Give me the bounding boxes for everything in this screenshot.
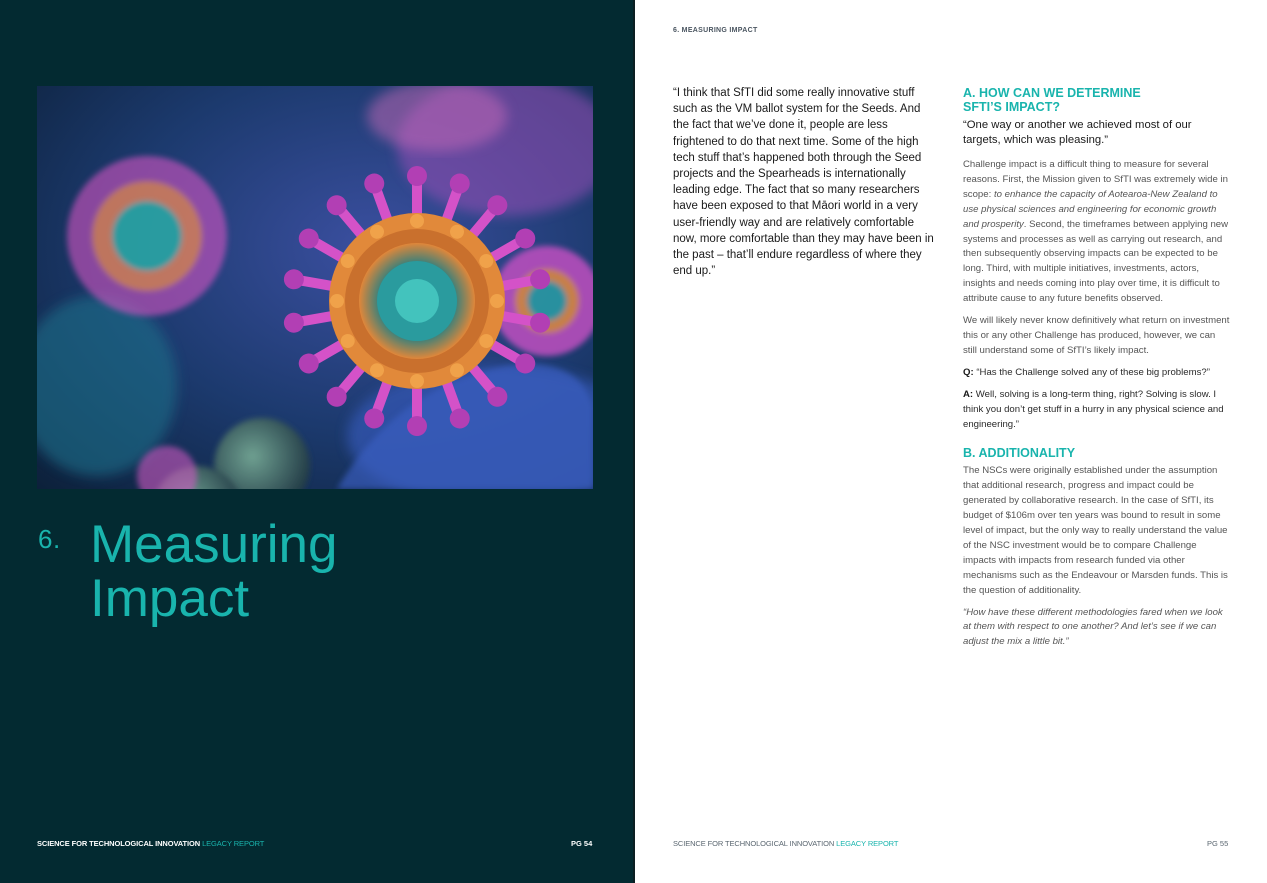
footer-left: [37, 839, 264, 848]
footer-title: SCIENCE FOR TECHNOLOGICAL INNOVATION: [37, 839, 201, 848]
section-b-italic-quote: “How have these different methodologies fared when we look at them with respect to one another? And let’s see if we can adjust the mix a little bit.”: [963, 606, 1223, 648]
section-a-heading-line2: SFTI’S IMPACT?: [963, 100, 1060, 114]
para1-end: . Second, the timeframes between applying new systems and processes as well as carrying out research, and then subsequently observing impacts can be expected to be long. Third, with multiple initiatives, investments, actors, insights and needs coming into play over time, it is difficult to attribute cause to any future benefits observed.: [963, 218, 1229, 305]
footer-right: [673, 839, 898, 848]
section-a-paragraph-2: We will likely never know definitively what return on investment this or any other Challenge has produced, however, we can still understand some of SfTI’s likely impact.: [963, 315, 1230, 356]
left-page: [0, 0, 633, 883]
footer-accent-right: LEGACY REPORT: [836, 839, 899, 848]
answer-text: Well, solving is a long-term thing, right? Solving is slow. I think you don’t get stuff in a hurry in any physical science and engineering.”: [963, 388, 1224, 430]
question-line: [963, 366, 1231, 381]
question-label: Q:: [963, 366, 974, 378]
section-b-heading: B. ADDITIONALITY: [963, 446, 1076, 461]
para1-start: Challenge impact is a difficult thing to measure for several reasons. First, the Mission given to SfTI was extremely wide in scope:: [963, 159, 1228, 200]
chapter-number: 6.: [38, 524, 61, 554]
hero-virus-image: [37, 86, 593, 489]
para1-mission-italic: to enhance the capacity of Aotearoa-New Zealand to use physical sciences and engineering for economic growth and prosperity: [963, 188, 1218, 230]
chapter-title: [90, 515, 490, 628]
section-a-heading: [963, 86, 1231, 114]
page-number-left: PG 54: [571, 839, 593, 848]
section-b-paragraph: The NSCs were originally established under the assumption that additional research, progress and impact could be generated by collaborative research. In the case of SfTI, its budget of $106m over ten years was bound to result in some level of impact, but the only way to really understand the value of the NSC investment would be to compare Challenge impacts with impacts from research funded via other mechanisms such as the Endeavour or Marsden funds. This is the question of additionality.: [963, 465, 1228, 596]
chapter-title-line1: Measuring: [90, 515, 338, 574]
footer-title-right: SCIENCE FOR TECHNOLOGICAL INNOVATION: [673, 839, 835, 848]
footer-accent: LEGACY REPORT: [202, 839, 265, 848]
running-header: 6. MEASURING IMPACT: [673, 27, 758, 34]
question-text: “Has the Challenge solved any of these big problems?”: [973, 366, 1210, 378]
answer-line: [963, 388, 1231, 433]
section-a-paragraph-1: [963, 158, 1231, 307]
answer-label: A:: [963, 388, 974, 400]
section-a-heading-line1: A. HOW CAN WE DETERMINE: [963, 86, 1141, 100]
right-column: [963, 86, 1231, 650]
page-number-right: PG 55: [1207, 839, 1229, 848]
pull-quote: “I think that SfTI did some really innovative stuff such as the VM ballot system for the Seeds. And the fact that we’ve done it, people are less frightened to do that next time. Some of the high tech stuff that’s happened both through the Seed projects and the Spearheads is internationally leading edge. The fact that so many researchers have been exposed to that Māori world in a very user-friendly way and are relatively comfortable now, more comfortable than they may have been in the past – that’ll endure regardless of where they end up.”: [673, 87, 934, 278]
section-a-quote: “One way or another we achieved most of our targets, which was pleasing.”: [963, 119, 1192, 146]
virus-illustration: [37, 86, 593, 489]
chapter-title-line2: Impact: [90, 569, 250, 628]
